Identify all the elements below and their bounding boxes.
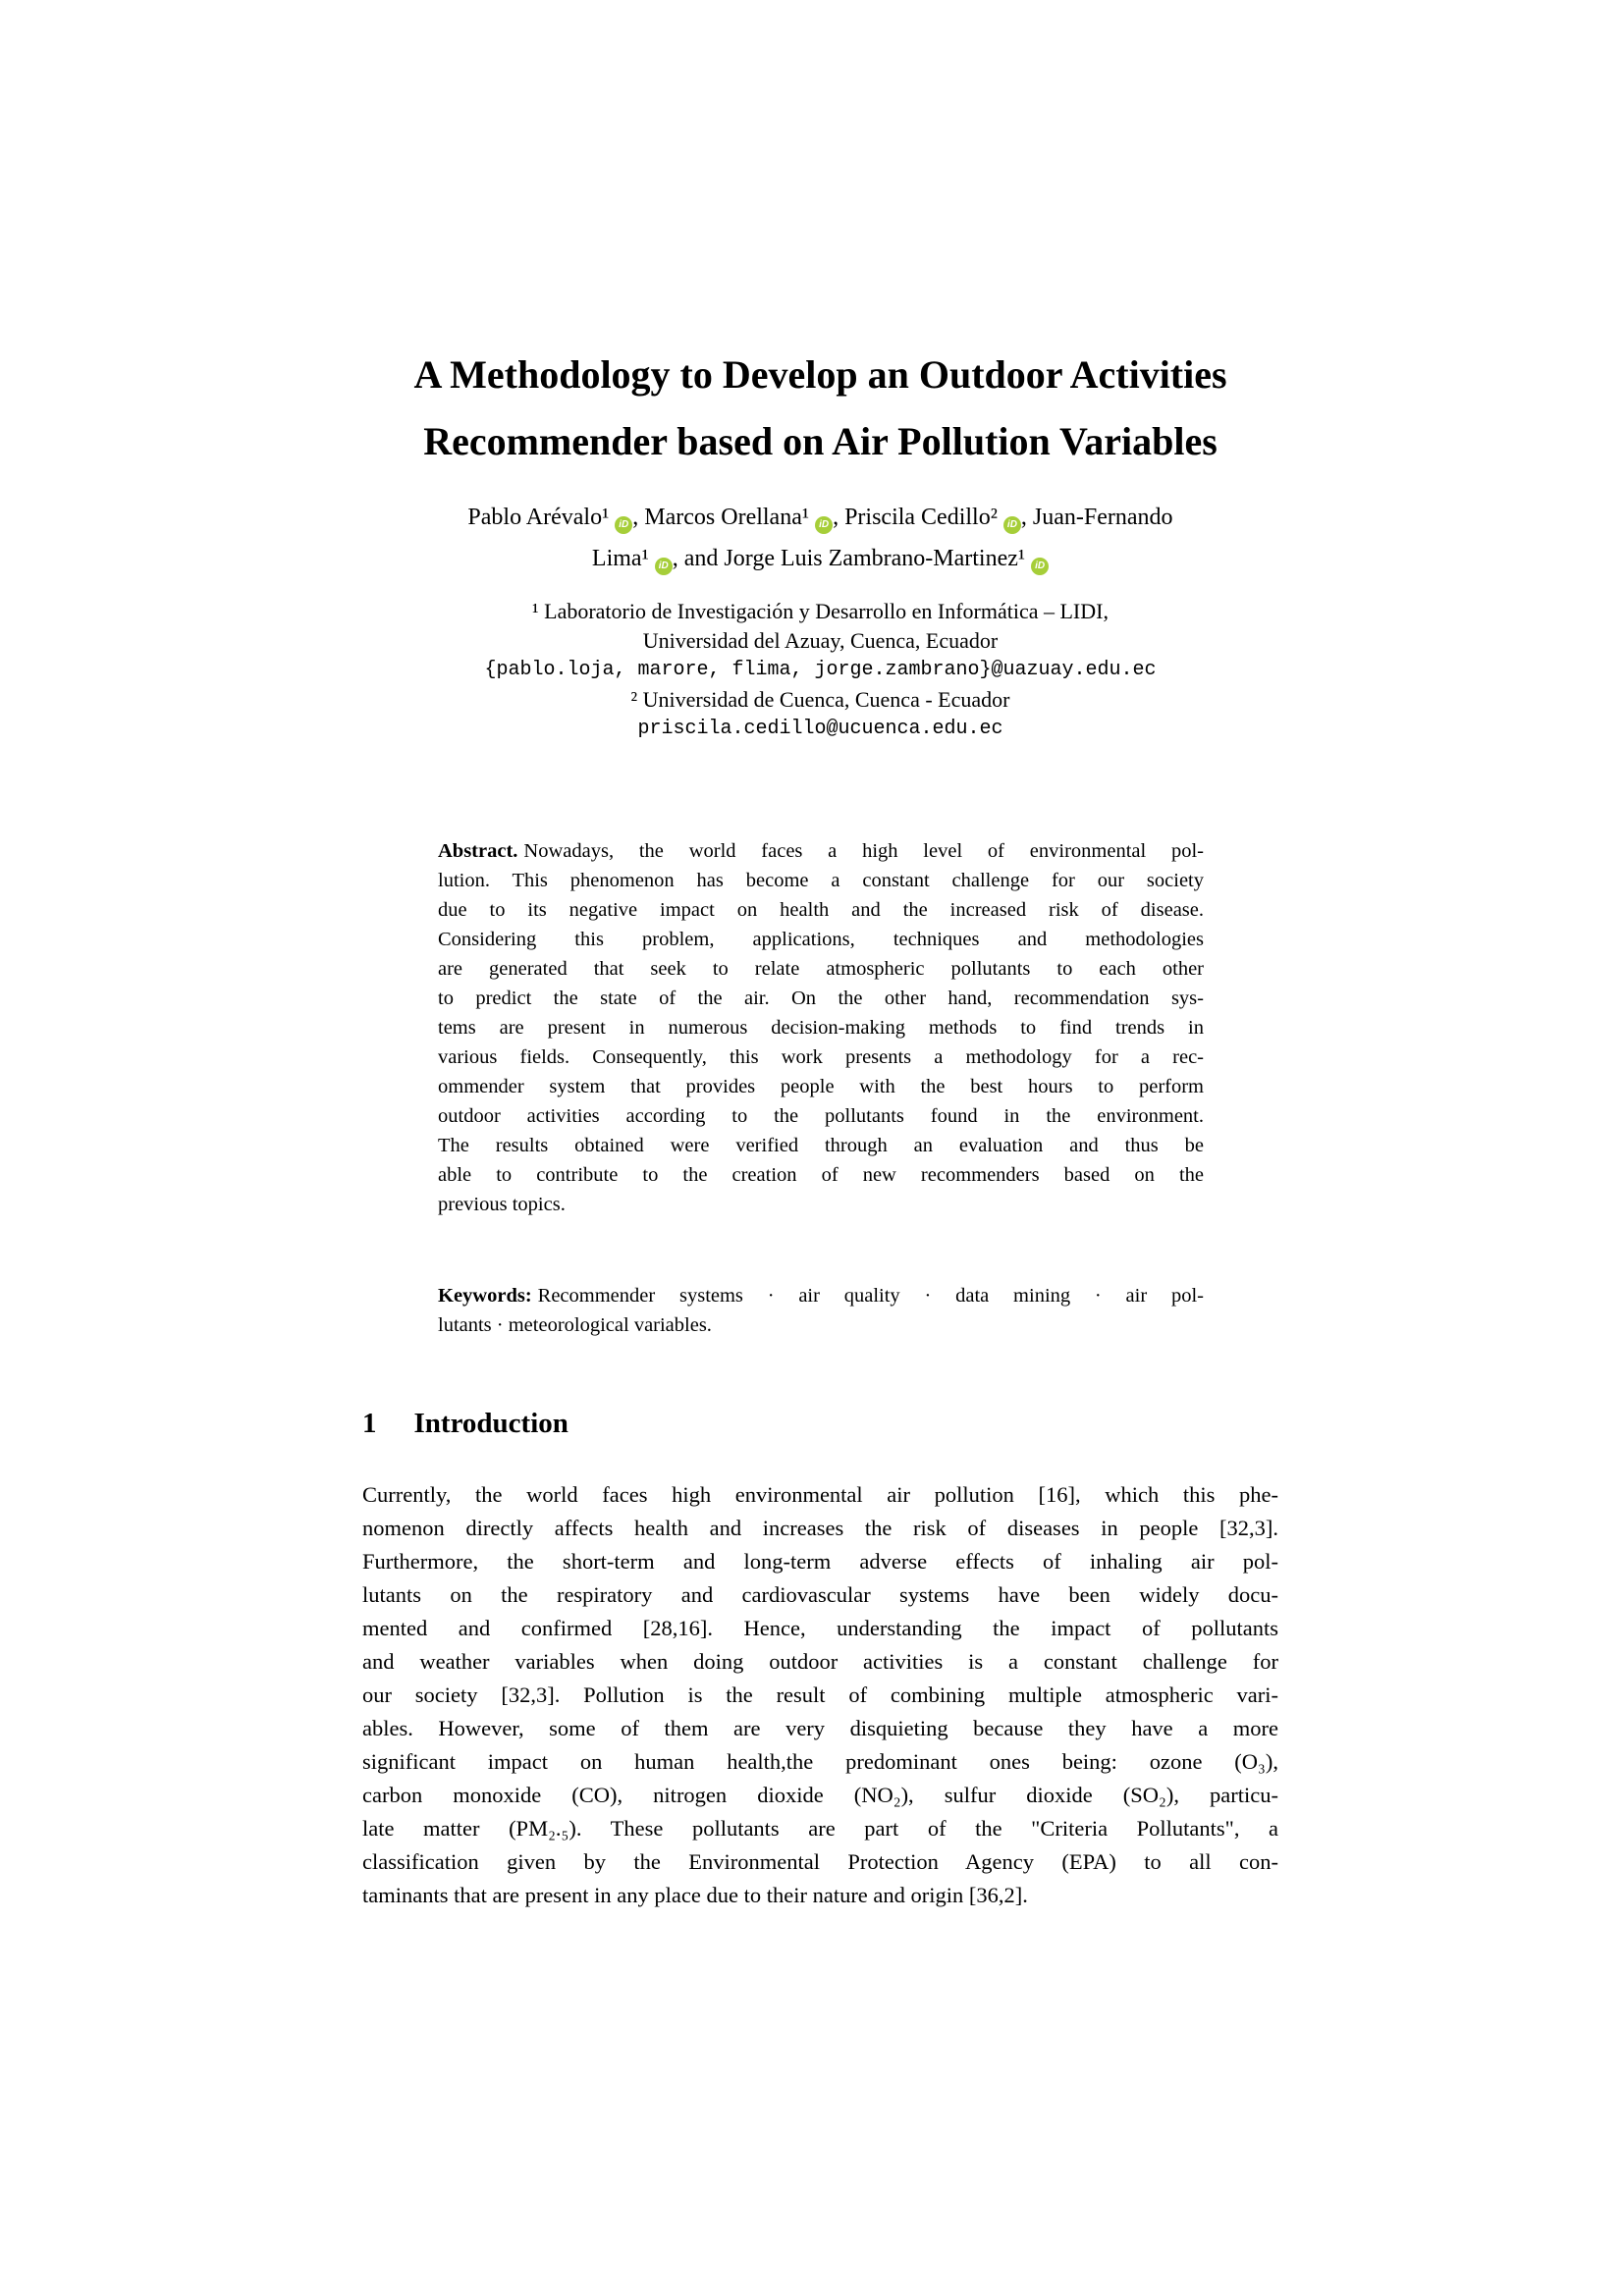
author-line-2 <box>362 538 1278 579</box>
body-line: significant impact on human health,the predominant ones being: ozone (O₃), <box>362 1749 1278 1774</box>
paper-title-line2: Recommender based on Air Pollution Variables <box>423 419 1218 463</box>
body-line: mented and confirmed [28,16]. Hence, understanding the impact of pollutants <box>362 1616 1278 1640</box>
author-line-1 <box>362 497 1278 538</box>
author-name: Lima¹ <box>591 546 649 571</box>
section-title: Introduction <box>413 1408 568 1439</box>
abstract-line: due to its negative impact on health and the increased risk of disease. <box>438 899 1204 921</box>
affiliation-2-email: priscila.cedillo@ucuenca.edu.ec <box>637 718 1003 740</box>
abstract-line: Considering this problem, applications, techniques and methodologies <box>438 929 1204 950</box>
body-line: late matter (PM₂.₅). These pollutants are part of the "Criteria Pollutants", a <box>362 1816 1278 1841</box>
abstract-line: lution. This phenomenon has become a constant challenge for our society <box>438 870 1204 891</box>
paper-title <box>362 342 1278 475</box>
orcid-icon: iD <box>1003 516 1021 534</box>
body-line: taminants that are present in any place due to their nature and origin [36,2]. <box>362 1883 1028 1907</box>
author-name: , Priscila Cedillo² <box>833 505 998 530</box>
keywords-label: Keywords: <box>438 1285 532 1307</box>
author-name: , Juan-Fernando <box>1020 505 1173 530</box>
abstract-line: able to contribute to the creation of new recommenders based on the <box>438 1164 1204 1186</box>
body-line: and weather variables when doing outdoor activities is a constant challenge for <box>362 1649 1278 1674</box>
body-line: Currently, the world faces high environmental air pollution [16], which this phe- <box>362 1482 1278 1507</box>
author-name: , Marcos Orellana¹ <box>632 505 810 530</box>
body-line: ables. However, some of them are very disquieting because they have a more <box>362 1716 1278 1740</box>
paper-title-line1: A Methodology to Develop an Outdoor Activities <box>413 352 1227 397</box>
keywords-line: lutants · meteorological variables. <box>438 1314 712 1336</box>
abstract-line: outdoor activities according to the pollutants found in the environment. <box>438 1105 1204 1127</box>
abstract-line: Abstract. Nowadays, the world faces a high level of environmental pol- <box>438 840 1204 862</box>
affiliation-1-emails: {pablo.loja, marore, flima, jorge.zambrano}@uazuay.edu.ec <box>484 659 1157 681</box>
author-name: , and Jorge Luis Zambrano-Martinez¹ <box>672 546 1026 571</box>
keywords-line: Keywords: Recommender systems · air quality · data mining · air pol- <box>438 1285 1204 1307</box>
affiliation-1-line1: ¹ Laboratorio de Investigación y Desarrollo en Informática – LIDI, <box>532 599 1109 623</box>
body-line: carbon monoxide (CO), nitrogen dioxide (NO₂), sulfur dioxide (SO₂), particu- <box>362 1783 1278 1807</box>
body-line: our society [32,3]. Pollution is the result of combining multiple atmospheric vari- <box>362 1682 1278 1707</box>
orcid-icon: iD <box>655 558 673 575</box>
section-heading-introduction <box>362 1408 1278 1440</box>
abstract-line: ommender system that provides people with the best hours to perform <box>438 1076 1204 1097</box>
abstract-line: to predict the state of the air. On the other hand, recommendation sys- <box>438 988 1204 1009</box>
abstract-label: Abstract. <box>438 840 518 862</box>
affiliations <box>362 597 1278 744</box>
affiliation-2-line1: ² Universidad de Cuenca, Cuenca - Ecuador <box>630 687 1010 712</box>
abstract-line: are generated that seek to relate atmospheric pollutants to each other <box>438 958 1204 980</box>
orcid-icon: iD <box>1031 558 1049 575</box>
abstract-line: The results obtained were verified through an evaluation and thus be <box>438 1135 1204 1156</box>
body-line: nomenon directly affects health and increases the risk of diseases in people [32,3]. <box>362 1516 1278 1540</box>
abstract-line: various fields. Consequently, this work presents a methodology for a rec- <box>438 1046 1204 1068</box>
body-line: classification given by the Environmental Protection Agency (EPA) to all con- <box>362 1849 1278 1874</box>
abstract-line: tems are present in numerous decision-making methods to find trends in <box>438 1017 1204 1039</box>
body-line: Furthermore, the short-term and long-term adverse effects of inhaling air pol- <box>362 1549 1278 1574</box>
body-line: lutants on the respiratory and cardiovascular systems have been widely docu- <box>362 1582 1278 1607</box>
orcid-icon: iD <box>815 516 833 534</box>
author-list <box>362 497 1278 579</box>
abstract <box>438 836 1204 1219</box>
author-name: Pablo Arévalo¹ <box>467 505 610 530</box>
orcid-icon: iD <box>615 516 632 534</box>
affiliation-1-line2: Universidad del Azuay, Cuenca, Ecuador <box>642 628 999 653</box>
section-number: 1 <box>362 1408 377 1439</box>
abstract-line: previous topics. <box>438 1194 566 1215</box>
introduction-paragraph <box>362 1478 1278 1912</box>
keywords <box>438 1281 1204 1340</box>
